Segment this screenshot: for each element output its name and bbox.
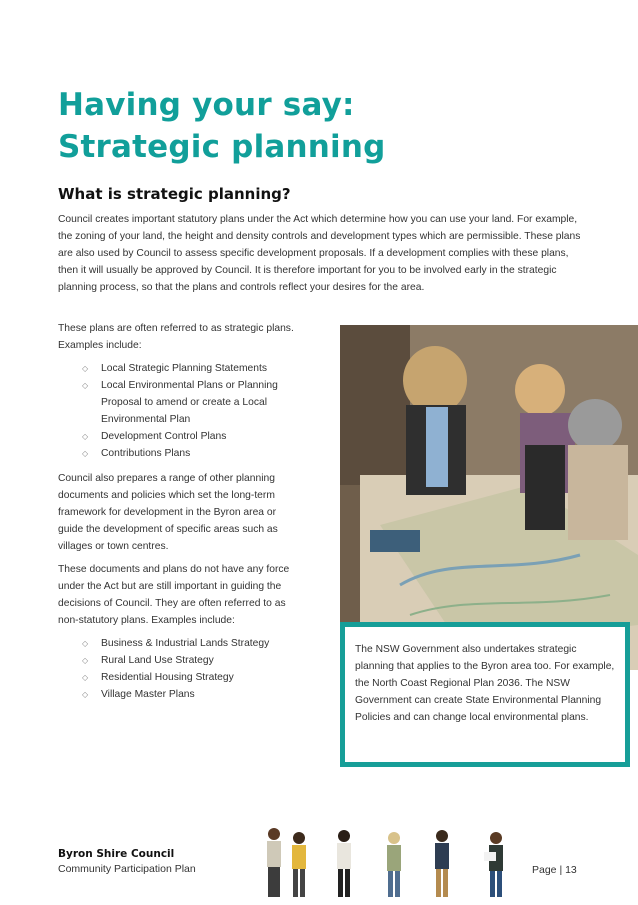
list-item: ◇ Residential Housing Strategy: [58, 669, 303, 686]
non-statutory-plan-list: [58, 635, 303, 703]
list-item: ◇ Contributions Plans: [58, 445, 303, 462]
bullet-icon: ◇: [82, 364, 89, 373]
footer-organisation: Byron Shire Council: [58, 848, 175, 860]
workshop-photo: [340, 325, 638, 670]
page-number: Page | 13: [532, 864, 577, 876]
people-illustration-icon: [262, 824, 512, 900]
title-line-1: Having your say:: [58, 87, 355, 123]
list-item: ◇ Rural Land Use Strategy: [58, 652, 303, 669]
statutory-intro: These plans are often referred to as strategic plans. Examples include:: [58, 323, 294, 351]
people-illustration: [262, 824, 512, 900]
list-item: ◇ Local Strategic Planning Statements: [58, 360, 303, 377]
workshop-photo-illustration: [340, 325, 638, 670]
left-column: [58, 320, 303, 711]
statutory-plan-list: [58, 360, 303, 462]
callout-text: The NSW Government also undertakes strategic planning that applies to the Byron area too. For example, the North Coast Regional Plan 2036. The NSW Government can create State Environmental Planning Policies and can change local environmental plans.: [355, 644, 615, 723]
list-item: ◇ Business & Industrial Lands Strategy: [58, 635, 303, 652]
section-heading: What is strategic planning?: [58, 185, 291, 203]
list-item: ◇ Local Environmental Plans or Planning Proposal to amend or create a Local Environmental Plan: [58, 377, 303, 428]
bullet-icon: ◇: [82, 639, 89, 648]
title-line-2: Strategic planning: [58, 129, 386, 165]
callout-box: [340, 622, 630, 767]
list-item: ◇ Village Master Plans: [58, 686, 303, 703]
footer-document-title: Community Participation Plan: [58, 863, 196, 875]
bullet-icon: ◇: [82, 449, 89, 458]
bullet-icon: ◇: [82, 432, 89, 441]
bullet-icon: ◇: [82, 656, 89, 665]
list-item: ◇ Development Control Plans: [58, 428, 303, 445]
bullet-icon: ◇: [82, 673, 89, 682]
non-statutory-paragraph: These documents and plans do not have any force under the Act but are still important in guiding the decisions of Council. They are often referred to as non-statutory plans. Examples include:: [58, 564, 290, 626]
bullet-icon: ◇: [82, 690, 89, 699]
bullet-icon: ◇: [82, 381, 89, 390]
policies-paragraph: Council also prepares a range of other planning documents and policies which set the long-term framework for development in the Byron area or guide the development of specific areas such as villages or town centres.: [58, 473, 278, 552]
intro-paragraph: Council creates important statutory plans under the Act which determine how you can use your land. For example, the zoning of your land, the height and density controls and development types which are permissible. These plans are also used by Council to assess specific development proposals. If a development complies with these plans, then it will usually be approved by Council. It is therefore important for you to be involved early in the strategic planning process, so that the plans and controls reflect your desires for the area.: [58, 214, 581, 293]
page-title: [58, 84, 386, 168]
